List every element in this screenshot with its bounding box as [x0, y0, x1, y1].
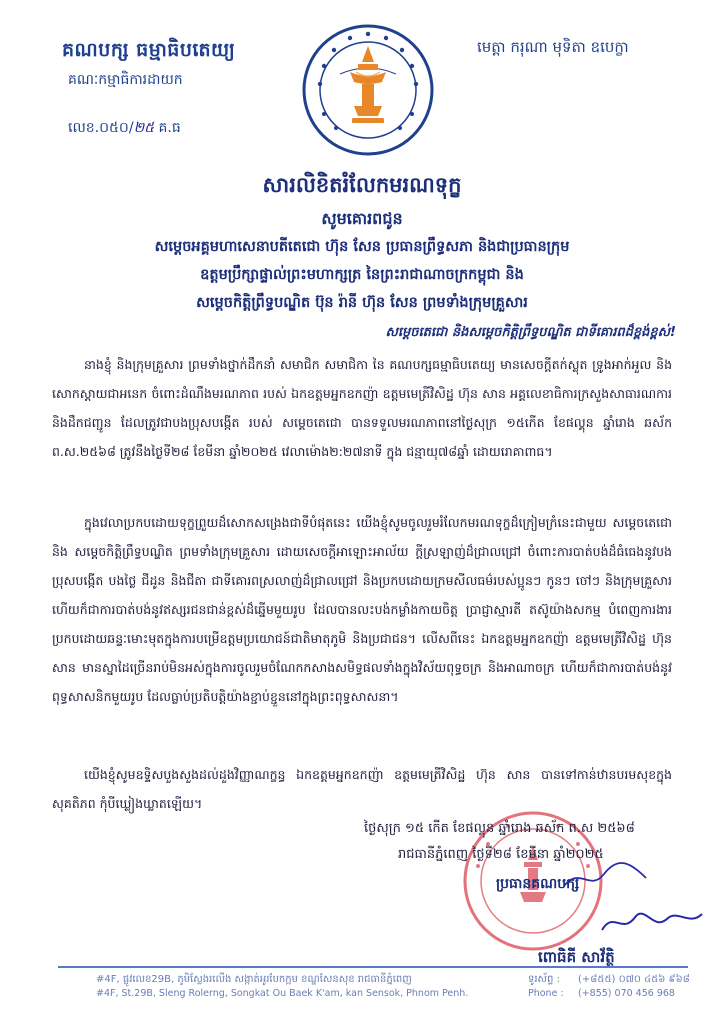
phone-label-khmer: ទូរស័ព្ទ : [528, 974, 560, 985]
recipient-line-1: សម្តេចអគ្គមហាសេនាបតីតេជោ ហ៊ុន សែន ប្រធានព្រឹទ្ធសភា និងជាប្រធានក្រុម [154, 239, 570, 255]
paragraph-2-text: ក្នុងវេលាប្រកបដោយទុក្ខព្រួយដ៏សោកសង្រេងជាទីបំផុតនេះ យើងខ្ញុំសូមចូលរួមរំលែកមរណទុក្ខដ៏ក្រៀមក្រំនេះជាមួយ សម្តេចតេជោ និង សម្តេចកិត្តិព្រឹទ្ធបណ្ឌិត ព្រមទាំងក្រុមគ្រួសារ ដោយសេចក្តីអាឡោះអាល័យ ក្តីស្រឡាញ់ដ៏ជ្រាលជ្រៅ ចំពោះការបាត់បង់ដ៏ធំធេងនូវបងប្រុសបង្កើត បងថ្លៃ ជីដូន និងជីតា ជាទីគោរពស្រលាញ់ដ៏ជ្រាលជ្រៅ និងប្រកបដោយក្រមសីលធម៌របស់ប្អូនៗ កូនៗ ចៅៗ និងក្រុមគ្រួសារ ហើយក៏ជាការបាត់បង់នូវឥស្សរជនជាន់ខ្ពស់ដ៏ឆ្នើមមួយរូប ដែលបានលះបង់កម្លាំងកាយចិត្ត ប្រាជ្ញាស្មារតី តស៊ូយ៉ាងសកម្ម បំពេញការងារប្រកបដោយឆន្ទៈមោះមុតក្នុងការបម្រើឧត្តមប្រយោជន៍ជាតិមាតុភូមិ និងប្រជាជន។ លើសពីនេះ ឯកឧត្តមអ្នកឧកញ៉ា ឧត្តមមេត្រីវិសិដ្ឋ ហ៊ុន សាន មានស្នាដៃច្រើនរាប់មិនអស់ក្នុងការចូលរួមចំណែកកសាងសមិទ្ធផលទាំងក្នុងវិស័យពុទ្ធចក្រ និងអាណាចក្រ ហើយក៏ជាការបាត់បង់នូវពុទ្ធសាសនិកមួយរូប ដែលធ្លាប់ប្រតិបត្តិយ៉ាងខ្ជាប់ខ្ជួននៅក្នុងព្រះពុទ្ធសាសនា។ [52, 515, 672, 704]
recipient-line-4: សម្តេចតេជោ និងសម្តេចកិត្តិព្រឹទ្ធបណ្ឌិត ជាទីគោរពដ៏ខ្ពង់ខ្ពស់! [385, 325, 676, 340]
party-logo [300, 22, 436, 158]
footer-divider [58, 966, 688, 968]
phone-label-english: Phone : [528, 988, 564, 999]
reference-prefix: លេខ.០៥០/ [68, 120, 134, 136]
body-paragraph-2 [52, 508, 672, 748]
party-motto: មេត្តា ករុណា មុទិតា ឧបេក្ខា [477, 38, 629, 56]
phone-value-english: (+855) 070 456 968 [578, 988, 675, 999]
letter-title: សារលិខិតរំលែកមរណទុក្ខ [262, 173, 462, 197]
paragraph-1-text: នាងខ្ញុំ និងក្រុមគ្រួសារ ព្រមទាំងថ្នាក់ដឹកនាំ សមាជិក សមាជិកា នៃ គណបក្សធម្មាធិបតេយ្យ មានសេចក្តីតក់ស្លុត ទ្រូងអាក់អួល និងសោកស្តាយជាអនេក ចំពោះដំណឹងមរណភាព របស់ ឯកឧត្តមអ្នកឧកញ៉ា ឧត្តមមេត្រីវិសិដ្ឋ ហ៊ុន សាន អគ្គលេខាធិការក្រសួងសាធារណការ និងដឹកជញ្ជូន ដែលត្រូវជាបងប្រុសបង្កើត របស់ សម្តេចតេជោ បានទទួលមរណភាពនៅថ្ងៃសុក្រ ១៥កើត ខែផល្គុន ឆ្នាំរោង ឆស័ក ព.ស.២៥៦៨ ត្រូវនឹងថ្ងៃទី២៨ ខែមីនា ឆ្នាំ២០២៥ វេលាម៉ោង២:២៧នាទី ក្នុង ជន្មាយុ៧៨ឆ្នាំ ដោយរោគាពាធ។ [52, 357, 672, 459]
signer-name: ពោធិគី សាវ័ត្ថិ [538, 948, 615, 966]
address-english: #4F, St.29B, Sleng Rolerng, Songkat Ou Baek K'am, kan Sensok, Phnom Penh. [96, 988, 469, 999]
reference-number [68, 118, 181, 139]
recipient-line-2: ឧត្តមប្រឹក្សាផ្ទាល់ព្រះមហាក្សត្រ នៃព្រះរាជាណាចក្រកម្ពុជា និង [200, 267, 524, 283]
address-khmer: #4F, ផ្លូវលេខ29B, ភូមិស្លែងរលើង សង្កាត់អូរបែកក្អម ខណ្ឌសែនសុខ រាជធានីភ្នំពេញ [96, 974, 412, 985]
party-name: គណបក្ស ធម្មាធិបតេយ្យ [62, 39, 236, 61]
signature-scrawl [596, 902, 706, 942]
place-and-date: រាជធានីភ្នំពេញ ថ្ងៃទី២៨ ខែមីនា ឆ្នាំ២០២៥ [398, 847, 604, 862]
recipient-line-3: សម្តេចកិត្តិព្រឹទ្ធបណ្ឌិត ប៊ុន រ៉ានី ហ៊ុន សែន ព្រមទាំងក្រុមគ្រួសារ [196, 295, 528, 311]
paragraph-3-text: យើងខ្ញុំសូមឧទ្ទិសបួងសួងដល់ដួងវិញ្ញាណក្ខន្ធ ឯកឧត្តមអ្នកឧកញ៉ា ឧត្តមមេត្រីវិសិដ្ឋ ហ៊ុន សាន បានទៅកាន់ឋានបរមសុខក្នុងសុគតិភព កុំបីឃ្លៀងឃ្លាតឡើយ។ [52, 767, 672, 811]
reference-handwritten: ២៥ [133, 120, 155, 136]
lunar-date: ថ្ងៃសុក្រ ១៥ កើត ខែផល្គុន ឆ្នាំរោង ឆស័ក ព.ស ២៥៦៨ [364, 821, 635, 836]
salutation: សូមគោរពជូន [321, 209, 403, 228]
signer-title: ប្រធានគណបក្ស [496, 876, 580, 892]
body-paragraph-1 [52, 350, 672, 470]
committee-name: គណៈកម្មាធិការដាយក [68, 72, 183, 88]
reference-suffix: គ.ធ [154, 120, 181, 136]
phone-value-khmer: (+៨៥៥) ០៧០ ៤៥៦ ៩៦៨ [578, 974, 690, 985]
